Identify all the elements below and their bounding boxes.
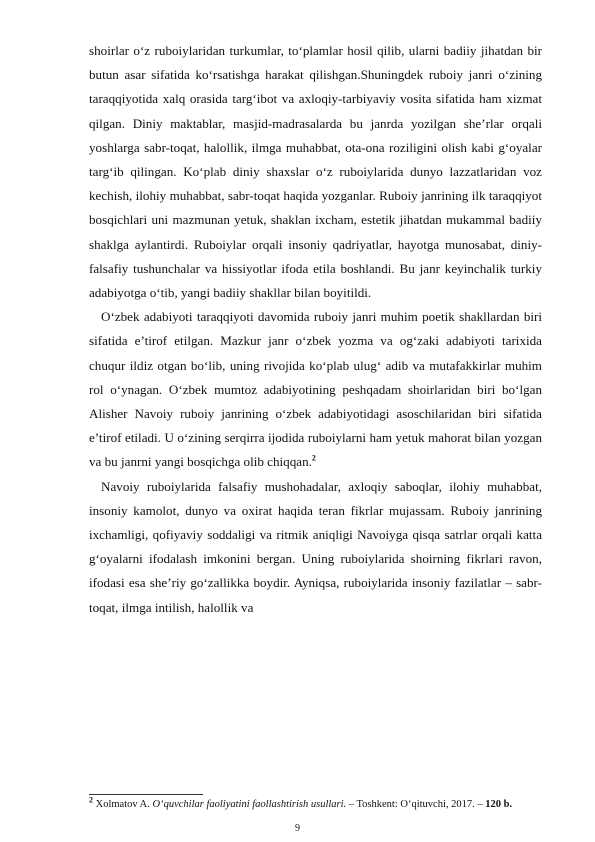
paragraph-2-text: O‘zbek adabiyoti taraqqiyoti davomida ruboiy janri muhim poetik shakllardan biri sifatida e’tirof etilgan. Mazkur janr o‘zbek yozma va og‘zaki adabiyoti tarixida chuqur ildiz otgan bo‘lib, uning rivojida ko‘plab ulug‘ adib va mutafakkirlar muhim rol o‘ynagan. O‘zbek mumtoz adabiyotining peshqadam shoirlaridan biri bo‘lgan Alisher Navoiy ruboiy janrining o‘zbek adabiyotidagi asoschilaridan biri sifatida e’tirof etiladi. U o‘zining serqirra ijodida ruboiylarni ham yetuk mahorat bilan yozgan va bu janrni yangi bosqichga olib chiqqan. bbox=[89, 309, 542, 470]
footnote-author: Xolmatov A. bbox=[93, 799, 153, 810]
paragraph-2 bbox=[89, 305, 542, 474]
body-text bbox=[89, 39, 542, 620]
page-number: 9 bbox=[295, 823, 300, 834]
footnote-number: 2 bbox=[89, 795, 93, 805]
footnote-publisher: – Toshkent: O‘qituvchi, 2017. – bbox=[346, 799, 486, 810]
footnote-pages: 120 b. bbox=[485, 799, 513, 810]
footnote bbox=[89, 795, 542, 811]
footnote-title: O‘quvchilar faoliyatini faollashtirish usullari. bbox=[152, 799, 347, 810]
footnote-separator bbox=[89, 794, 203, 795]
footnote-reference[interactable]: 2 bbox=[311, 454, 316, 464]
paragraph-1: shoirlar o‘z ruboiylaridan turkumlar, to‘plamlar hosil qilib, ularni badiiy jihatdan bir butun asar sifatida ko‘rsatishga harakat qilishgan.Shuningdek ruboiy janri o‘zining taraqqiyotida xalq orasida targ‘ibot va axloqiy-tarbiyaviy vosita sifatida ham xizmat qilgan. Diniy maktablar, masjid-madrasalarda bu janrda yozilgan she’rlar orqali yoshlarga sabr-toqat, halollik, ilmga muhabbat, ota-ona roziligini olish kabi g‘oyalar targ‘ib qilingan. Ko‘plab diniy shaxslar o‘z ruboiylarida dunyo lazzatlaridan voz kechish, ilohiy muhabbat, sabr-toqat haqida yozganlar. Ruboiy janrining ilk taraqqiyot bosqichlari uni mazmunan yetuk, shaklan ixcham, estetik jihatdan mukammal badiiy shaklga aylantirdi. Ruboiylar orqali insoniy qadriyatlar, hayotga munosabat, diniy-falsafiy tushunchalar va hissiyotlar ifoda etila boshlandi. Bu janr keyinchalik turkiy adabiyotga o‘tib, yangi badiiy shakllar bilan boyitildi. bbox=[89, 43, 542, 301]
paragraph-3: Navoiy ruboiylarida falsafiy mushohadalar, axloqiy saboqlar, ilohiy muhabbat, insoniy kamolot, dunyo va oxirat haqida teran fikrlar mujassam. Ruboiy janrining ixchamligi, qofiyaviy soddaligi va ritmik aniqligi Navoiyga qisqa satrlar orqali katta g‘oyalarni ifodalash imkonini bergan. Uning ruboiylarida shoirning fikrlari ravon, ifodasi esa she’riy go‘zallikka boydir. Ayniqsa, ruboiylarida insoniy fazilatlar – sabr-toqat, ilmga intilish, halollik va bbox=[89, 478, 542, 615]
